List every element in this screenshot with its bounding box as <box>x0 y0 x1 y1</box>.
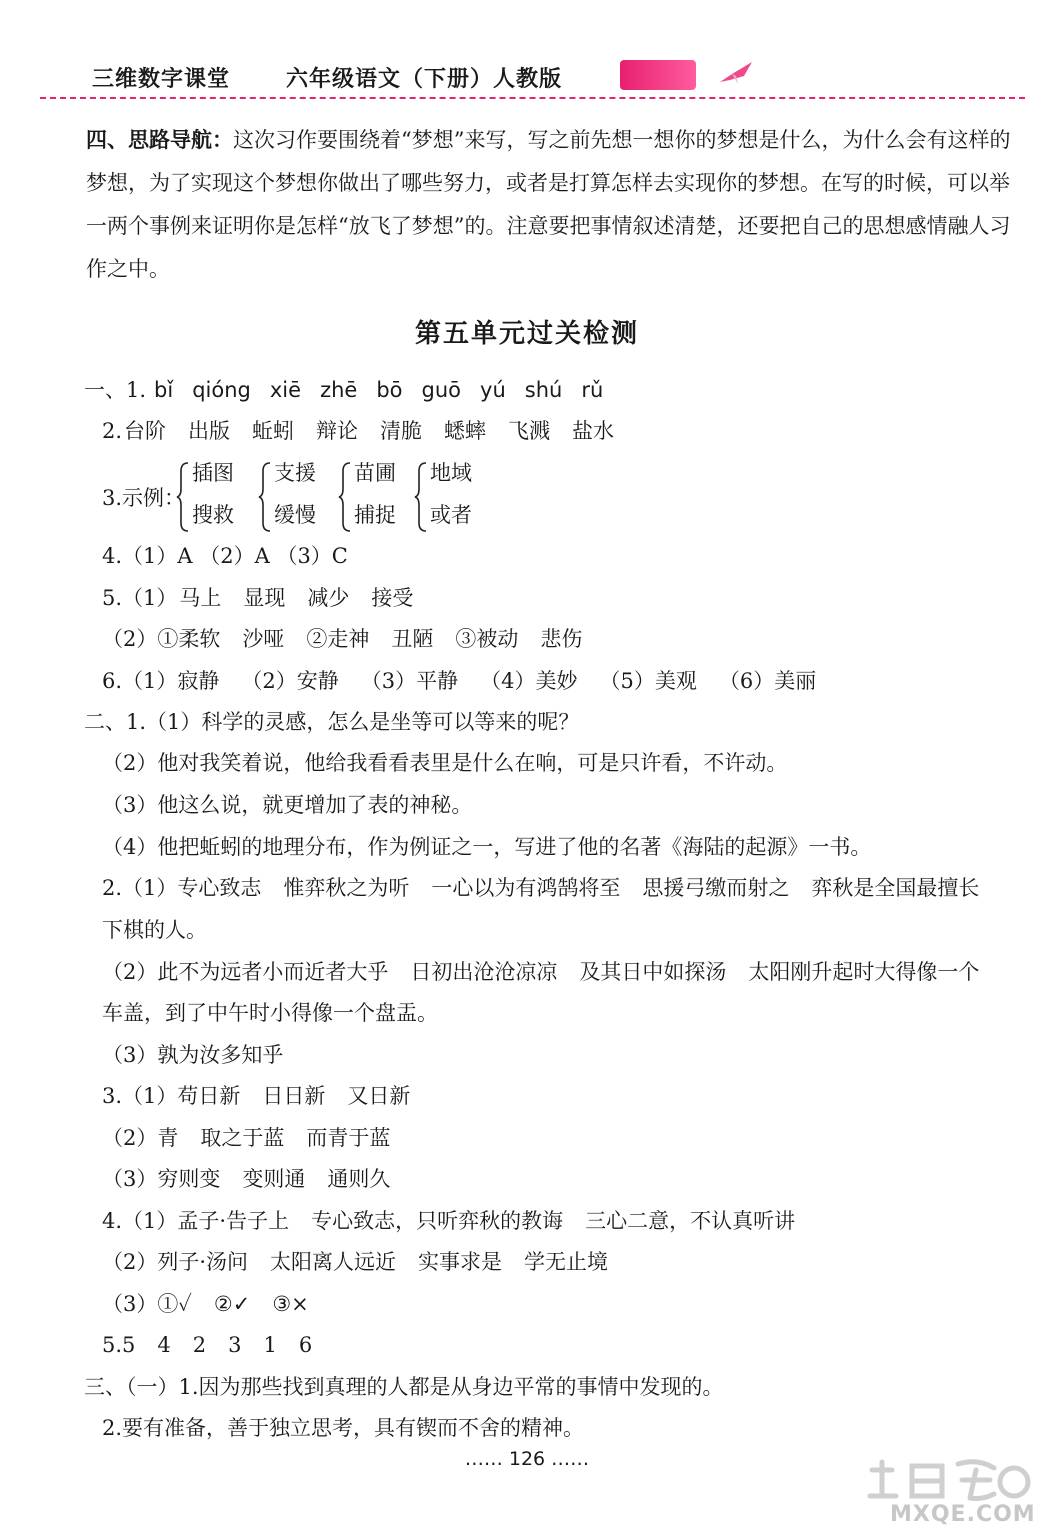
phrase-item: （2）此不为远者小而近者大乎 <box>102 960 389 984</box>
page-number: …… 126 …… <box>464 1448 590 1470</box>
brace-icon <box>338 461 352 533</box>
pinyin-item: qióng <box>192 378 251 402</box>
word-item: 飞溅 <box>508 419 551 443</box>
answer-prefix: 5.（1） <box>102 586 178 610</box>
answer-1-5a <box>102 583 435 613</box>
word-item: 辩论 <box>316 419 359 443</box>
order-item: 6 <box>298 1333 313 1357</box>
answer-3-1: 三、（一）1.因为那些找到真理的人都是从身边平常的事情中发现的。 <box>84 1375 724 1399</box>
answer-3-2: 2.要有准备，善于独立思考，具有锲而不舍的精神。 <box>102 1416 585 1440</box>
order-item: 2 <box>192 1333 207 1357</box>
group-word: 搜救 <box>192 503 234 527</box>
pinyin-item: bō <box>376 378 403 402</box>
order-item: 5.5 <box>102 1333 136 1357</box>
order-item: 4 <box>157 1333 171 1357</box>
guide-lead: 四、思路导航： <box>86 127 233 152</box>
phrase-item: 通则久 <box>327 1167 391 1191</box>
answer-2-3-3 <box>102 1164 412 1194</box>
phrase-item: 专心致志，只听弈秋的教诲 <box>311 1209 564 1233</box>
answer-1-2 <box>102 416 636 446</box>
answer-2-1-2: （2）他对我笑着说，他给我看看表里是什么在响，可是只许看，不许动。 <box>102 751 788 775</box>
answer-2-1-3: （3）他这么说，就更增加了表的神秘。 <box>102 793 473 817</box>
phrase-item: 一心以为有鸿鹄将至 <box>431 876 621 900</box>
page-header <box>0 0 1054 104</box>
answer-1-6 <box>102 666 838 696</box>
word-item: 丑陋 <box>391 627 434 651</box>
phrase-item: ③× <box>272 1292 309 1316</box>
phrase-item: （3）穷则变 <box>102 1167 221 1191</box>
word-item: 显现 <box>243 586 286 610</box>
answer-1-5b <box>102 624 604 654</box>
answer-prefix: 2. <box>102 419 123 443</box>
word-item: （3）平静 <box>360 669 459 693</box>
word-item: 马上 <box>179 586 222 610</box>
phrase-item: 三心二意，不认真听讲 <box>585 1209 796 1233</box>
answer-1-4: 4.（1）A （2）A （3）C <box>102 544 348 568</box>
word-item: 沙哑 <box>242 627 285 651</box>
header-book-title: 六年级语文（下册）人教版 <box>286 67 563 92</box>
phrase-item: 而青于蓝 <box>306 1126 391 1150</box>
group-word: 插图 <box>192 461 234 485</box>
phrase-item: （2）列子·汤问 <box>102 1250 249 1274</box>
answer-2-2-2-cont: 车盖，到了中午时小得像一个盘盂。 <box>102 1001 438 1025</box>
watermark-site: MXQE.COM <box>890 1502 1036 1527</box>
word-item: 出版 <box>188 419 231 443</box>
guide-text: 这次习作要围绕着“梦想”来写，写之前先想一想你的梦想是什么，为什么会有这样的梦想，为了实现这个梦想你做出了哪些努力，或者是打算怎样去实现你的梦想。在写的时候，可以举一两个事例来证明你是怎样“放飞了梦想”的。注意要把事情叙述清楚，还要把自己的思想感情融人习作之中。 <box>86 128 1011 281</box>
word-item: 减少 <box>307 586 350 610</box>
answer-2-4-2 <box>102 1247 630 1277</box>
phrase-item: 惟弈秋之为听 <box>283 876 410 900</box>
word-item: 蟋蟀 <box>444 419 487 443</box>
phrase-item: 取之于蓝 <box>200 1126 285 1150</box>
phrase-item: 3.（1）苟日新 <box>102 1084 241 1108</box>
pinyin-item: shú <box>524 378 563 402</box>
phrase-item: （2）青 <box>102 1126 179 1150</box>
answer-prefix: 一、1. <box>84 378 147 402</box>
phrase-item: （3）①✓ <box>102 1292 192 1316</box>
word-item: 台阶 <box>124 419 167 443</box>
section-title: 第五单元过关检测 <box>414 319 639 349</box>
order-item: 3 <box>228 1333 242 1357</box>
rocket-icon <box>718 60 758 86</box>
answer-2-4-1 <box>102 1206 817 1236</box>
word-item: 悲伤 <box>540 627 583 651</box>
group-word: 缓慢 <box>274 503 316 527</box>
phrase-item: 实事求是 <box>418 1250 503 1274</box>
writing-guide <box>86 118 1026 291</box>
group-word: 支援 <box>274 461 316 485</box>
phrase-item: 学无止境 <box>524 1250 609 1274</box>
phrase-item: 日日新 <box>262 1084 326 1108</box>
pinyin-item: rǔ <box>581 378 604 402</box>
pinyin-item: yú <box>480 378 506 402</box>
word-item: （4）美妙 <box>480 669 578 693</box>
header-divider <box>40 97 1025 99</box>
word-item: （2）①柔软 <box>102 627 221 651</box>
order-item: 1 <box>263 1333 277 1357</box>
word-item: ②走神 <box>306 627 370 651</box>
header-pink-box <box>620 60 696 90</box>
phrase-item: 变则通 <box>242 1167 306 1191</box>
answer-1-1 <box>84 375 622 405</box>
answer-2-3-1 <box>102 1081 432 1111</box>
phrase-item: 思援弓缴而射之 <box>642 876 790 900</box>
header-brand: 三维数字课堂 <box>92 67 231 92</box>
word-item: （5）美观 <box>599 669 697 693</box>
pinyin-item: guō <box>421 378 462 402</box>
phrase-item: 及其日中如探汤 <box>579 960 727 984</box>
answer-2-1-1: 二、1.（1）科学的灵感，怎么是坐等可以等来的呢？ <box>84 710 580 734</box>
word-item: ③被动 <box>455 627 519 651</box>
phrase-item: 太阳离人远近 <box>270 1250 397 1274</box>
answer-2-3-2 <box>102 1123 412 1153</box>
answer-2-2-1-cont: 下棋的人。 <box>102 918 207 942</box>
group-word: 地域 <box>430 461 472 485</box>
brace-icon <box>176 461 190 533</box>
word-item: 接受 <box>371 586 414 610</box>
phrase-item: 4.（1）孟子·告子上 <box>102 1209 290 1233</box>
group-word: 苗圃 <box>354 461 396 485</box>
brace-icon <box>414 461 428 533</box>
answer-2-1-4: （4）他把蚯蚓的地理分布，作为例证之一，写进了他的名著《海陆的起源》一书。 <box>102 835 872 859</box>
phrase-item: 又日新 <box>347 1084 411 1108</box>
word-item: 6.（1）寂静 <box>102 669 220 693</box>
brace-icon <box>258 461 272 533</box>
answer-2-4-3 <box>102 1289 331 1319</box>
answer-label: 3.示例： <box>102 486 186 510</box>
word-item: （2）安静 <box>241 669 339 693</box>
word-item: （6）美丽 <box>718 669 817 693</box>
answer-2-2-1 <box>102 873 979 903</box>
pinyin-item: zhē <box>320 378 358 402</box>
pinyin-item: xiē <box>269 378 302 402</box>
phrase-item: 太阳刚升起时大得像一个 <box>748 960 980 984</box>
phrase-item: 2.（1）专心致志 <box>102 876 262 900</box>
answer-2-2-3: （3）孰为汝多知乎 <box>102 1043 284 1067</box>
pinyin-item: bǐ <box>154 378 174 402</box>
word-item: 蚯蚓 <box>252 419 295 443</box>
answer-2-2-2 <box>102 957 979 987</box>
phrase-item: ②✓ <box>213 1292 251 1316</box>
phrase-item: 日初出沧沧凉凉 <box>410 960 558 984</box>
group-word: 或者 <box>430 503 472 527</box>
phrase-item: 弈秋是全国最擅长 <box>811 876 980 900</box>
word-item: 清脆 <box>380 419 423 443</box>
group-word: 捕捉 <box>354 503 396 527</box>
word-item: 盐水 <box>572 419 615 443</box>
answer-2-5 <box>102 1330 334 1360</box>
